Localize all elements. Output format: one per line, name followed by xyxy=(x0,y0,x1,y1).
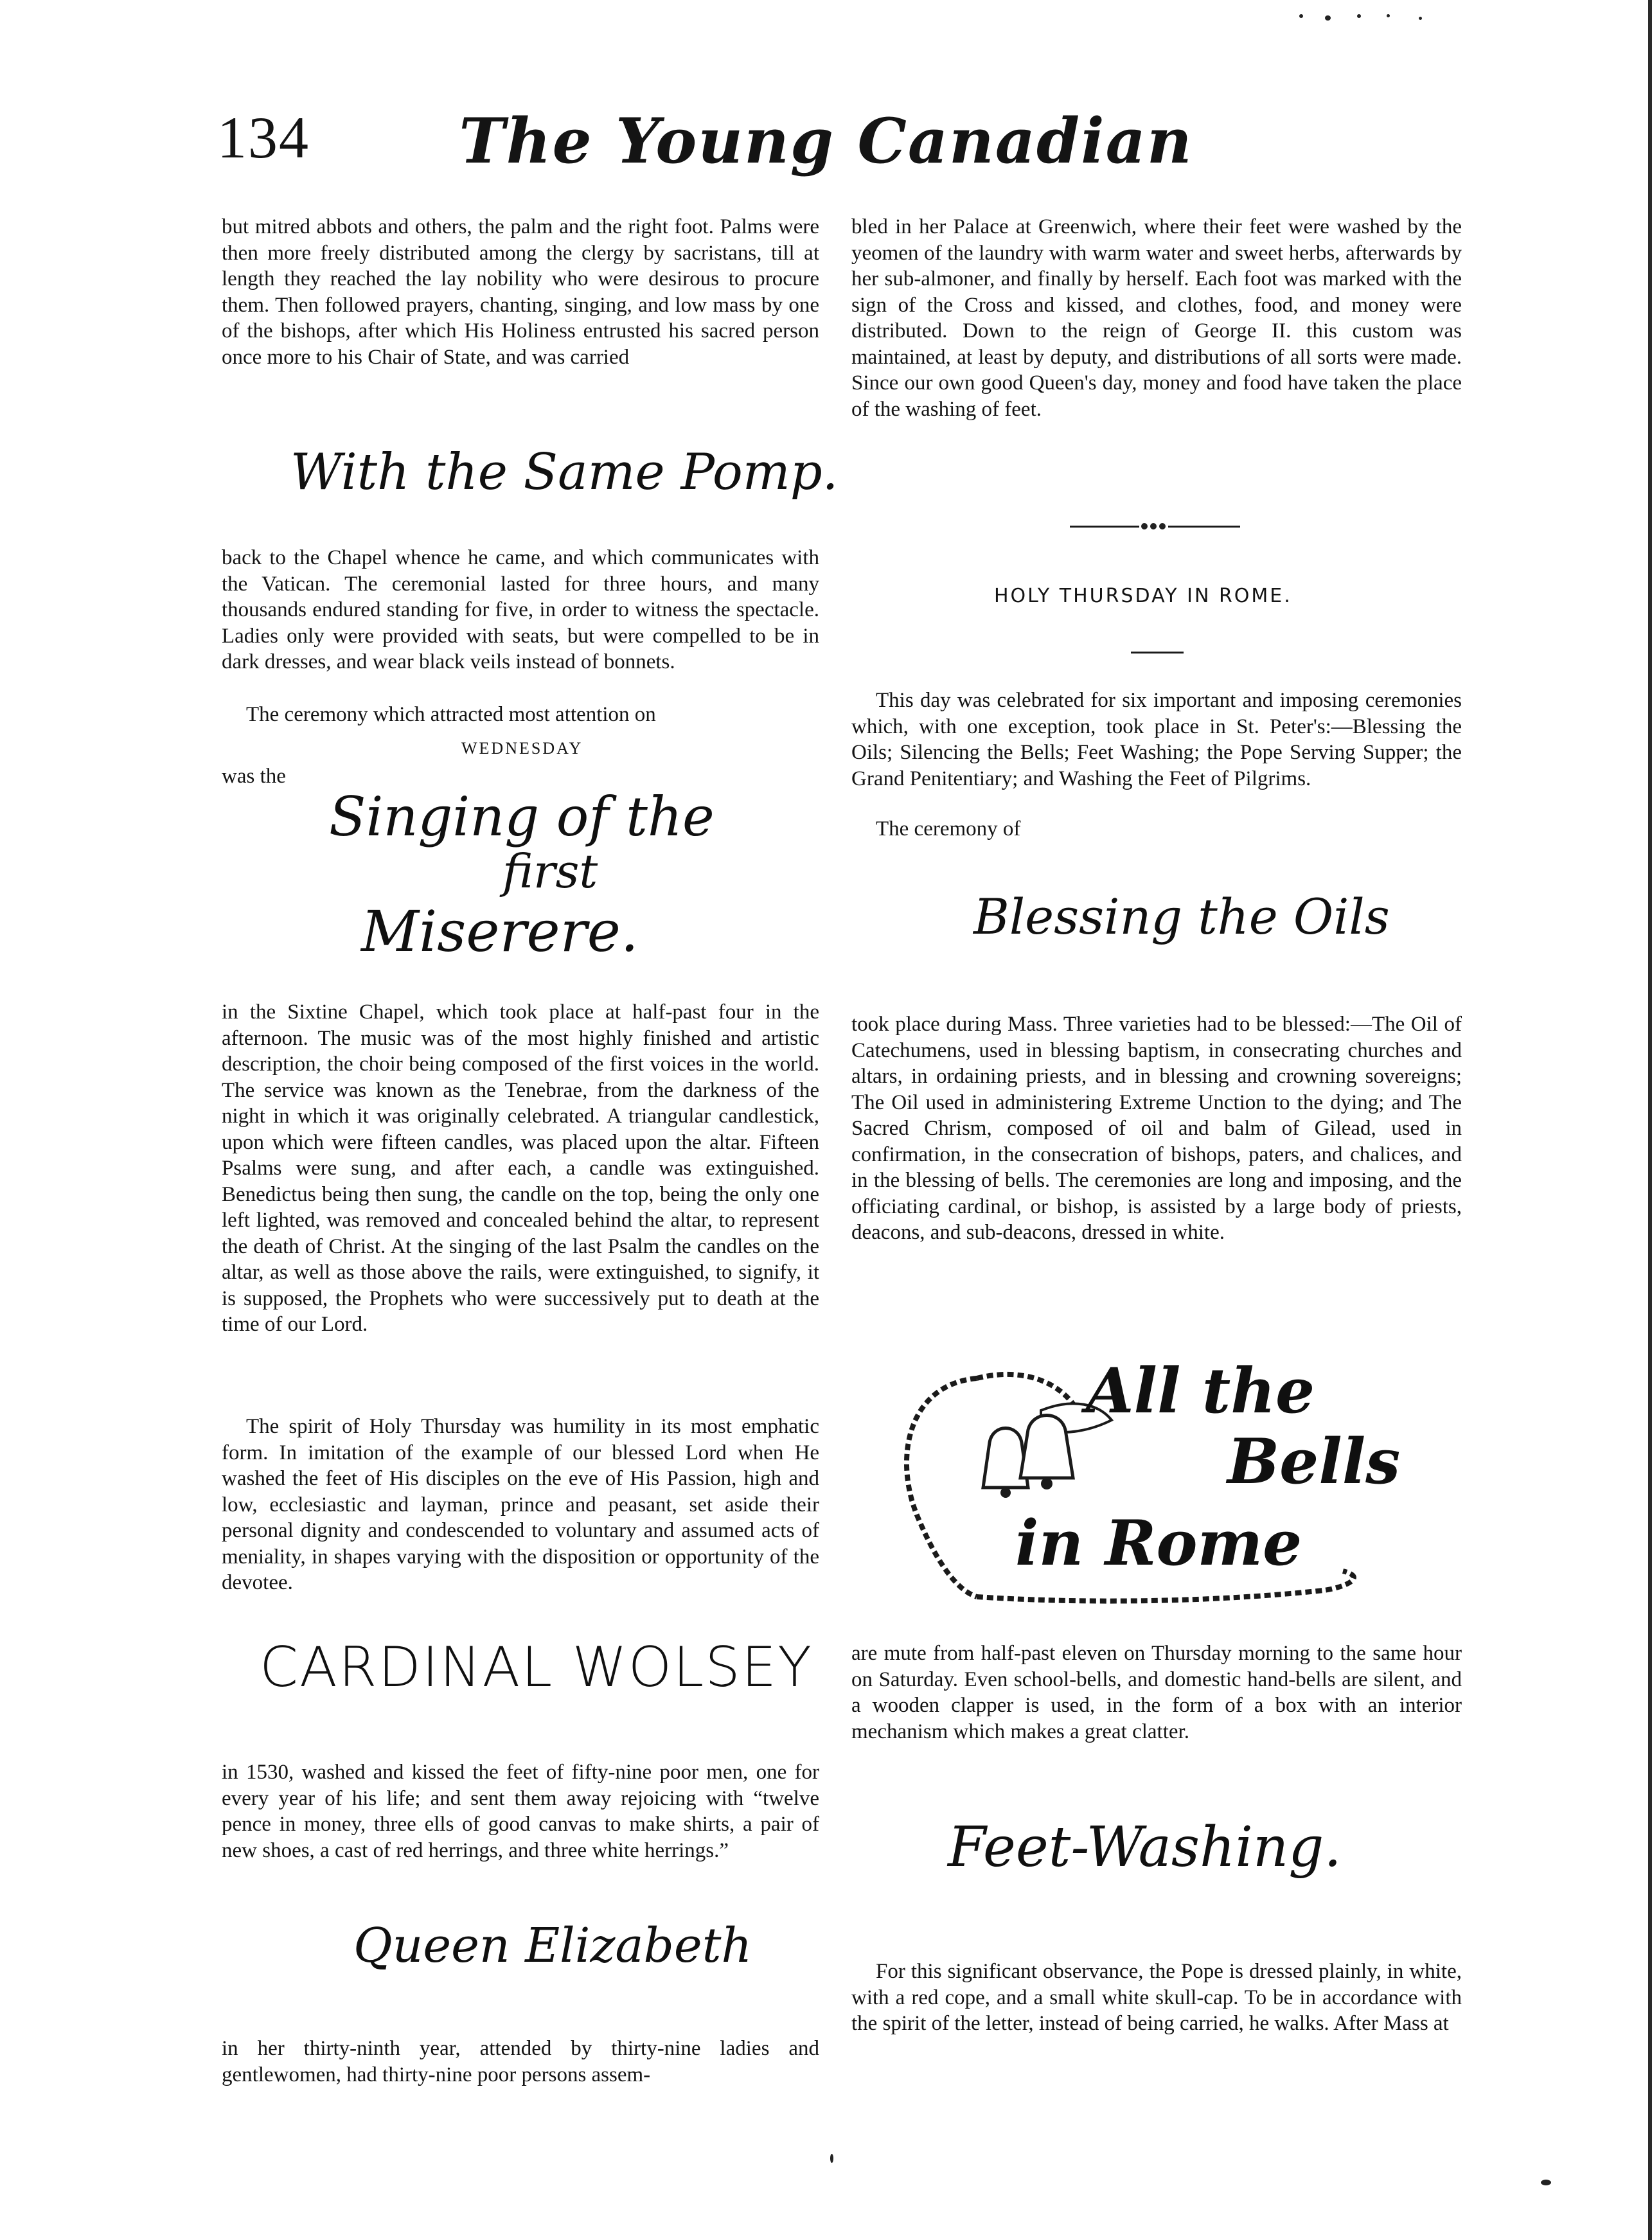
short-rule xyxy=(1131,652,1184,653)
ink-speck xyxy=(830,2154,833,2163)
page-number: 134 xyxy=(217,105,310,170)
ornament-dot xyxy=(1150,523,1157,529)
heading-in-rome: in Rome xyxy=(1015,1507,1302,1579)
left-paragraph-3: The ceremony which attracted most attention on xyxy=(246,703,656,726)
ornament-dot xyxy=(1159,523,1166,529)
heading-bells: Bells xyxy=(1227,1425,1401,1498)
left-paragraph-4: in the Sixtine Chapel, which took place at half-past four in the afternoon. The music was of the most highly finished and artistic description, the choir being composed of the first voices in the world. The service was known as the Tenebrae, from the darkness of the night in which it was originally celebrated. A triangular candlestick, upon which were fifteen candles, was placed upon the altar. Fifteen Psalms were sung, and after each, a candle was extinguished. Benedictus being then sung, the candle on the top, being the only one left lighted, was removed and concealed behind the altar, to represent the death of Christ. At the singing of the last Psalm the candles on the altar, as well as those above the rails, were extinguished, to signify, it is supposed, the Prophets who were successively put to death at the time of our Lord. xyxy=(222,1000,819,1336)
ink-speck xyxy=(1419,17,1422,20)
heading-singing-line-1: Singing of the xyxy=(329,785,715,848)
ornament-dot xyxy=(1141,523,1148,529)
left-paragraph-7: in her thirty-ninth year, attended by thirty-nine ladies and gentlewomen, had thirty-nine poor persons assem- xyxy=(222,2037,819,2086)
ornamental-divider-right xyxy=(1168,526,1240,528)
right-paragraph-6: For this significant observance, the Pope is dressed plainly, in white, with a red cope, and a small white skull-cap. To be in accordance with the spirit of the letter, instead of being carried, he walks. After Mass at xyxy=(851,1960,1462,2035)
heading-blessing-the-oils: Blessing the Oils xyxy=(973,888,1390,945)
masthead-title: The Young Canadian xyxy=(459,105,1193,177)
heading-cardinal-wolsey: CARDINAL WOLSEY xyxy=(260,1635,813,1700)
right-paragraph-5: are mute from half-past eleven on Thursday morning to the same hour on Saturday. Even school-bells, and domestic hand-bells are silent, and a wooden clapper is used, in the form of a box with an interior mechanism which makes a great clatter. xyxy=(851,1642,1462,1743)
wednesday-label: WEDNESDAY xyxy=(461,739,583,758)
ornamental-divider-left xyxy=(1070,526,1139,528)
heading-with-the-same-pomp: With the Same Pomp. xyxy=(290,443,839,501)
heading-singing-line-3: Miserere. xyxy=(361,898,639,964)
right-paragraph-3: The ceremony of xyxy=(876,817,1021,840)
right-paragraph-2: This day was celebrated for six important and imposing ceremonies which, with one exception, took place in St. Peter's:—Blessing the Oils; Silencing the Bells; Feet Washing; the Pope Serving Supper; the Grand Penitentiary; and Washing the Feet of Pilgrims. xyxy=(851,689,1462,790)
ink-speck xyxy=(1387,14,1390,17)
section-heading-holy-thursday: HOLY THURSDAY IN ROME. xyxy=(994,585,1292,607)
left-paragraph-1: but mitred abbots and others, the palm and the right foot. Palms were then more freely distributed among the clergy by sacristans, till at length they reached the lay nobility who were desirous to procure them. Then followed prayers, chanting, singing, and low mass by one of the bishops, after which His Holiness entrusted his sacred person once more to his Chair of State, and was carried xyxy=(222,215,819,369)
ink-speck xyxy=(1357,14,1361,18)
heading-queen-elizabeth: Queen Elizabeth xyxy=(353,1918,752,1973)
left-paragraph-5: The spirit of Holy Thursday was humility in its most emphatic form. In imitation of the example of our blessed Lord when He washed the feet of His disciples on the eve of His Passion, high and low, ecclesiastic and layman, prince and peasant, set aside their personal dignity and condescended to voluntary and assumed acts of meniality, in shapes varying with the disposition or opportunity of the devotee. xyxy=(222,1415,819,1594)
ink-speck xyxy=(1541,2180,1551,2185)
ink-speck xyxy=(1325,15,1331,21)
right-paragraph-1: bled in her Palace at Greenwich, where their feet were washed by the yeomen of the laundry with warm water and sweet herbs, afterwards by her sub-almoner, and finally by herself. Each foot was marked with the sign of the Cross and kissed, and clothes, food, and money were distributed. Down to the reign of George II. this custom was maintained, at least by deputy, and distributions of all sorts were made. Since our own good Queen's day, money and food have taken the place of the washing of feet. xyxy=(851,215,1462,421)
left-paragraph-6: in 1530, washed and kissed the feet of fifty-nine poor men, one for every year of his life; and sent them away rejoicing with “twelve pence in money, three ells of good canvas to make shirts, a pair of new shoes, a cast of red herrings, and three white herrings.” xyxy=(222,1761,819,1862)
left-paragraph-2: back to the Chapel whence he came, and which communicates with the Vatican. The ceremonial lasted for three hours, and many thousands endured standing for five, in order to witness the spectacle. Ladies only were provided with seats, but were compelled to be in dark dresses, and wear black veils instead of bonnets. xyxy=(222,546,819,673)
heading-all-the: All the xyxy=(1086,1355,1315,1427)
heading-feet-washing: Feet-Washing. xyxy=(948,1815,1342,1880)
ink-speck xyxy=(1299,14,1303,18)
heading-singing-line-2: first xyxy=(502,844,598,898)
page-edge xyxy=(1648,0,1652,2240)
right-paragraph-4: took place during Mass. Three varieties had to be blessed:—The Oil of Catechumens, used in blessing baptism, in consecrating churches and altars, in ordaining priests, and in blessing and crowning sovereigns; The Oil used in administering Extreme Unction to the dying; and The Sacred Chrism, composed of oil and balm of Gilead, used in confirmation, in the consecration of bishops, paters, and chalices, and in the blessing of bells. The ceremonies are long and imposing, and the officiating cardinal, or bishop, is assisted by a large body of priests, deacons, and sub-deacons, dressed in white. xyxy=(851,1013,1462,1244)
was-the-text: was the xyxy=(222,765,286,788)
rope-loop xyxy=(907,1378,977,1597)
